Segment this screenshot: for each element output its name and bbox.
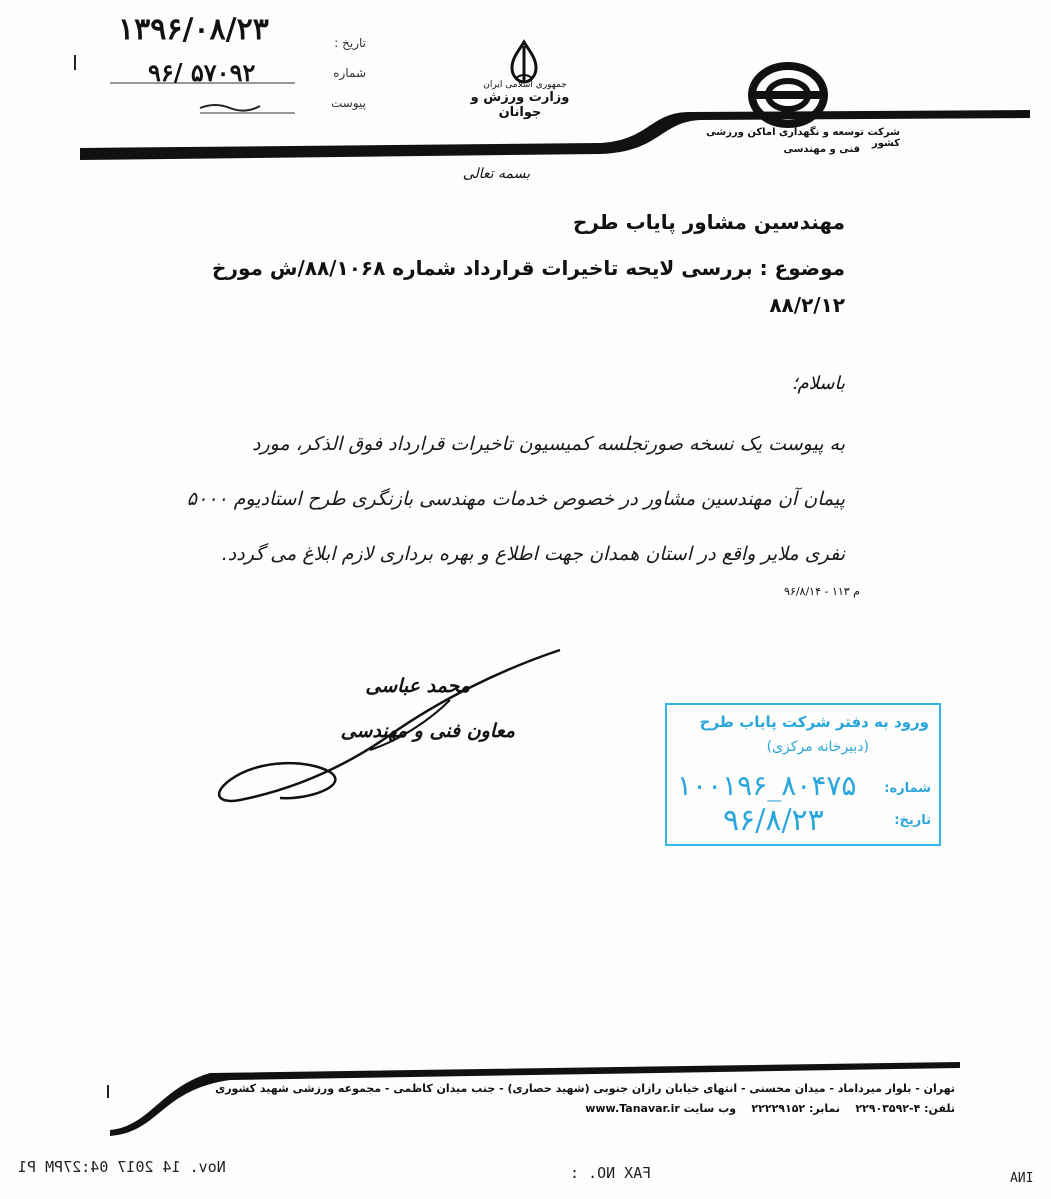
date-value: ۱۳۹۶/۰۸/۲۳: [118, 12, 269, 47]
company-name: شرکت توسعه و نگهداری اماکن ورزشی کشور: [706, 127, 900, 149]
date-label: تاریخ :: [334, 36, 366, 50]
iran-emblem-icon: [500, 38, 548, 86]
subject-line-1: موضوع : بررسی لایحه تاخیرات قرارداد شماره ۸۸/۱۰۶۸/ش مورخ: [212, 256, 845, 280]
company-logo-icon: [748, 62, 828, 128]
signature-scribble-icon: [200, 640, 580, 820]
footer-fax: نمابر: ۲۲۲۲۹۱۵۲: [751, 1102, 840, 1115]
fax-header-right-wrap: [1010, 1167, 1033, 1186]
stamp-line-2: (دبیرخانه مرکزی): [766, 739, 869, 755]
footer-website-label: وب سایت: [683, 1102, 737, 1115]
number-label: شماره: [333, 66, 366, 80]
received-stamp: [665, 703, 941, 846]
number-value: ۹۶/ ۵۷۰۹۲: [148, 58, 256, 87]
signer-title: معاون فنی و مهندسی: [340, 720, 515, 742]
subject-line-2: ۸۸/۲/۱۲: [769, 293, 845, 317]
attachment-label: پیوست: [331, 96, 366, 110]
fax-header-left-wrap: [18, 1157, 226, 1176]
company-department: فنی و مهندسی: [783, 144, 860, 155]
recipient: مهندسین مشاور پایاب طرح: [572, 210, 845, 234]
stamp-number-value: ۱۰۰۱۹۶_۸۰۴۷۵: [677, 769, 857, 802]
stamp-line-1: ورود به دفتر شرکت پایاب طرح: [699, 713, 929, 731]
reference-note: م ۱۱۳ - ۹۶/۸/۱۴: [784, 585, 860, 598]
basmala: بسمه تعالی: [462, 166, 530, 182]
ministry-name: وزارت ورزش و جوانان: [470, 90, 570, 120]
fax-header-middle: FAX NO. :: [570, 1164, 652, 1182]
fax-header-right: INA: [1010, 1171, 1034, 1186]
fax-header-left: Nov. 14 2017 04:27PM P1: [18, 1158, 226, 1176]
stamp-date-value: ۹۶/۸/۲۳: [723, 803, 824, 838]
body-line-3: نفری ملایر واقع در استان همدان جهت اطلاع و بهره برداری لازم ابلاغ می گردد.: [221, 543, 845, 565]
field-underlines: [80, 50, 300, 120]
stamp-date-label: تاریخ:: [894, 813, 931, 828]
body-line-2: پیمان آن مهندسین مشاور در خصوص خدمات مهندسی بازنگری طرح استادیوم ۵۰۰۰: [186, 488, 845, 510]
footer-contact: [400, 1102, 955, 1115]
footer-address: تهران - بلوار میرداماد - میدان محسنی - انتهای خیابان رازان جنوبی (شهید حصاری) - جنب میدان کاظمی - مجموعه ورزشی شهید کشوری: [215, 1082, 955, 1095]
footer-website[interactable]: www.Tanavar.ir: [585, 1102, 680, 1115]
stamp-number-label: شماره:: [884, 781, 931, 796]
footer-band: [0, 1040, 1051, 1150]
signer-name: محمد عباسی: [365, 675, 470, 697]
fax-header-middle-wrap: [570, 1163, 651, 1182]
body-line-1: به پیوست یک نسخه صورتجلسه کمیسیون تاخیرات قرارداد فوق الذکر، مورد: [252, 433, 845, 455]
footer-phone: تلفن: ۴-۲۲۹۰۳۵۹۲: [855, 1102, 955, 1115]
greeting: باسلام؛: [791, 373, 845, 394]
republic-line: جمهوری اسلامی ایران: [483, 80, 567, 90]
